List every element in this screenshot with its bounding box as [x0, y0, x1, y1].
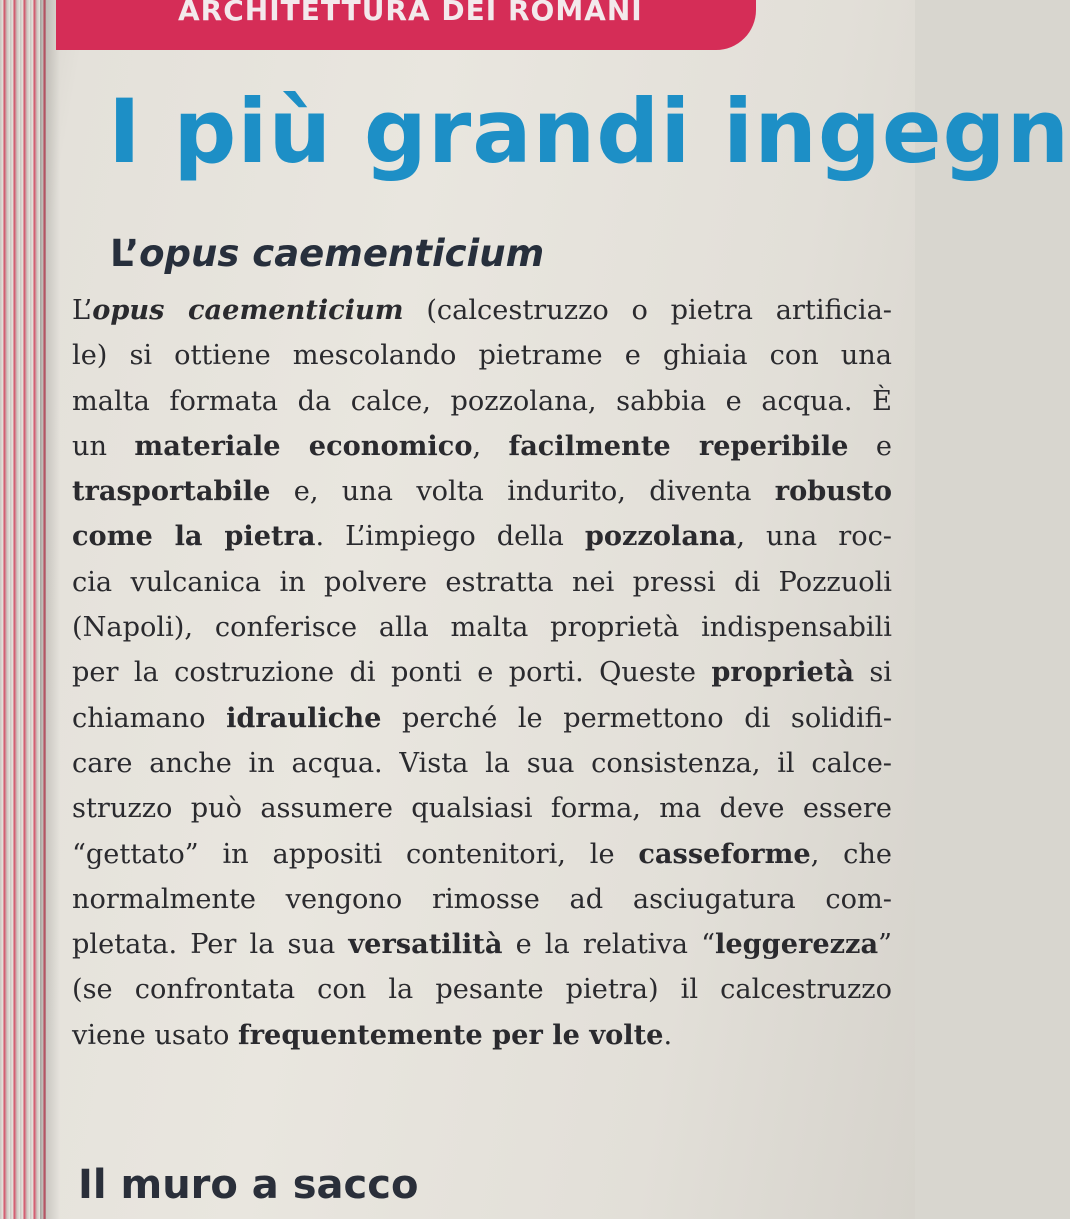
gutter-shadow — [40, 0, 60, 1219]
text-run: e la relativa “ — [502, 929, 716, 961]
paragraph-line — [72, 696, 892, 741]
text-run: viene usato — [72, 1019, 238, 1051]
section-heading-prefix: L’ — [110, 232, 140, 275]
text-run: si — [853, 657, 892, 689]
paragraph-line — [72, 424, 892, 469]
paragraph-line — [72, 560, 892, 605]
text-run: , — [472, 430, 509, 462]
bold-term: versatilità — [348, 928, 503, 961]
bold-term: robusto — [774, 475, 892, 508]
page-title: I più grandi ingegn — [108, 80, 1070, 183]
bold-term: materiale economico — [134, 429, 473, 462]
bold-term: idrauliche — [226, 701, 382, 734]
bold-term: casseforme — [638, 837, 811, 870]
paragraph-line — [72, 288, 892, 333]
paragraph-line — [72, 877, 892, 922]
paragraph-line — [72, 469, 892, 514]
chapter-banner — [56, 0, 756, 50]
text-run: un — [72, 430, 135, 462]
paragraph-line — [72, 379, 892, 424]
text-run: le) si ottiene mescolando pietrame e ghiaia con una — [72, 340, 892, 372]
section-heading-italic: opus caementicium — [139, 232, 545, 275]
paragraph-line — [72, 922, 892, 967]
text-run: L’ — [72, 295, 93, 326]
paragraph-line — [72, 514, 892, 559]
text-run: (calcestruzzo o pietra artificia- — [403, 295, 892, 326]
paragraph-line — [72, 333, 892, 378]
text-run: , una roc- — [736, 521, 892, 553]
bold-term: frequentemente per le volte — [238, 1018, 664, 1051]
text-run: ” — [878, 929, 893, 961]
paragraph-line — [72, 1013, 892, 1058]
section-body-paragraph — [72, 288, 902, 1058]
text-run: perché le permettono di solidifi- — [381, 702, 892, 734]
text-run: e, una volta indurito, diventa — [270, 476, 775, 508]
paragraph-line — [72, 786, 892, 831]
section-heading-opus — [110, 232, 544, 275]
paragraph-line — [72, 605, 892, 650]
bold-term: proprietà — [711, 656, 854, 689]
text-run: , che — [810, 838, 892, 870]
text-run: normalmente vengono rimosse ad asciugatura com- — [72, 883, 892, 915]
bold-term: trasportabile — [72, 475, 271, 508]
text-run: struzzo può assumere qualsiasi forma, ma deve essere — [72, 793, 892, 825]
paragraph-line — [72, 967, 892, 1012]
paragraph-line — [72, 650, 892, 695]
bold-term: pozzolana — [584, 520, 737, 553]
paragraph-line — [72, 832, 892, 877]
text-run: . — [663, 1019, 673, 1051]
text-run: per la costruzione di ponti e porti. Queste — [72, 657, 712, 689]
paragraph-line — [72, 741, 892, 786]
chapter-banner-text: ARCHITETTURA DEI ROMANI — [178, 0, 643, 27]
bold-italic-term: opus caementicium — [92, 294, 404, 326]
text-run: pletata. Per la sua — [72, 929, 349, 961]
text-run: care anche in acqua. Vista la sua consistenza, il calce- — [72, 747, 892, 779]
bold-term: leggerezza — [715, 928, 879, 961]
bold-term: come la pietra — [72, 520, 316, 553]
text-run: e — [848, 430, 892, 462]
text-run: chiamano — [72, 702, 227, 734]
text-run: cia vulcanica in polvere estratta nei pressi di Pozzuoli — [72, 566, 892, 598]
text-run: (Napoli), conferisce alla malta proprietà indispensabili — [72, 612, 892, 644]
section-heading-muro: Il muro a sacco — [78, 1162, 419, 1208]
text-run: (se confrontata con la pesante pietra) il calcestruzzo — [72, 974, 892, 1006]
bold-term: facilmente reperibile — [508, 429, 849, 462]
text-run: malta formata da calce, pozzolana, sabbia e acqua. È — [72, 385, 892, 417]
text-run: . L’impiego della — [315, 521, 585, 553]
text-run: “gettato” in appositi contenitori, le — [72, 838, 639, 870]
